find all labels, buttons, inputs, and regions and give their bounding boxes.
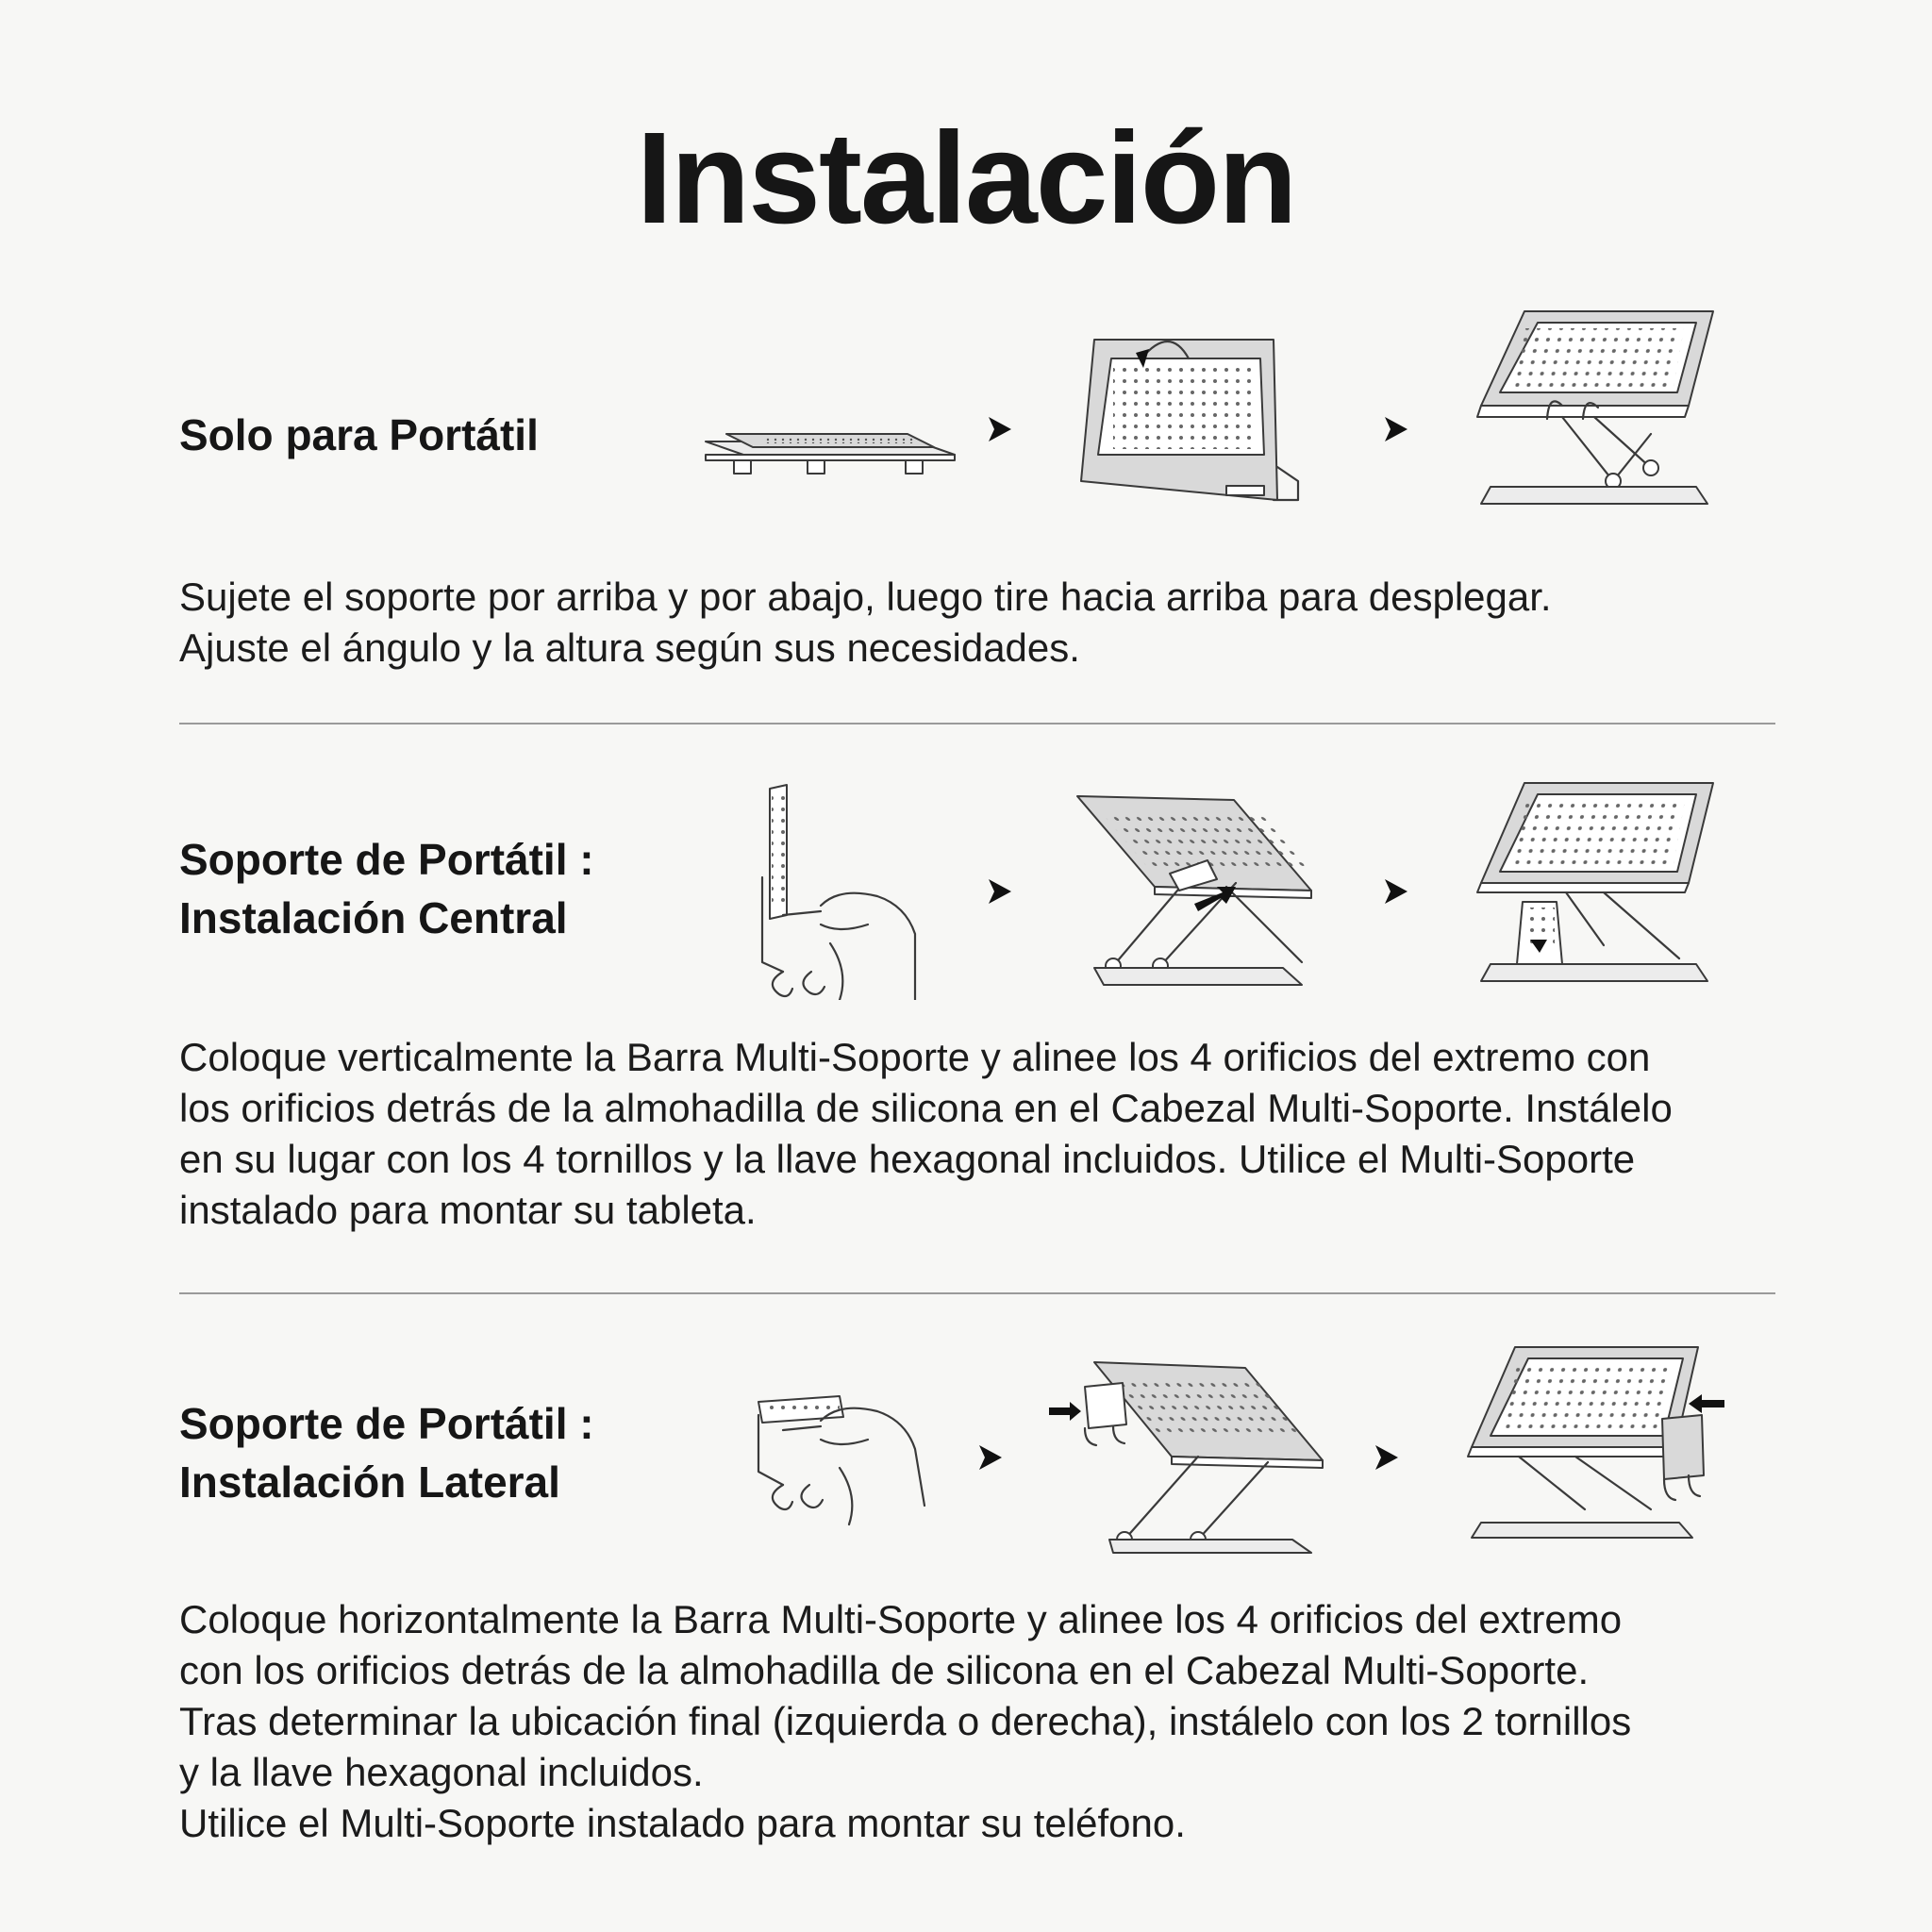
body-line: en su lugar con los 4 tornillos y la llave hexagonal incluidos. Utilice el Multi-Soporte: [179, 1137, 1636, 1181]
section-heading: [179, 830, 708, 947]
section-body: [179, 1594, 1783, 1849]
section-divider: [179, 723, 1775, 724]
arrow-right-icon: [1383, 415, 1409, 443]
heading-line: Instalación Central: [179, 893, 568, 942]
heading-line: Soporte de Portátil :: [179, 835, 594, 884]
heading-line: Soporte de Portátil :: [179, 1399, 594, 1448]
body-line: Ajuste el ángulo y la altura según sus necesidades.: [179, 625, 1080, 670]
body-line: con los orificios detrás de la almohadilla de silicona en el Cabezal Multi-Soporte.: [179, 1648, 1590, 1692]
heading-line: Instalación Lateral: [179, 1457, 560, 1507]
body-line: Tras determinar la ubicación final (izquierda o derecha), instálelo con los 2 tornillos: [179, 1699, 1632, 1743]
arrow-right-icon: [1374, 1443, 1400, 1472]
page-title: Instalación: [636, 106, 1296, 251]
arrow-right-icon: [987, 415, 1013, 443]
arrow-right-icon: [977, 1443, 1004, 1472]
vertical-bar-screw-icon: [745, 783, 934, 1000]
body-line: y la llave hexagonal incluidos.: [179, 1750, 704, 1794]
lifting-stand-icon: [1075, 321, 1311, 509]
heading-line: Solo para Portátil: [179, 410, 539, 459]
raised-stand-icon: [1472, 302, 1726, 519]
stand-central-mount-icon: [1075, 792, 1321, 991]
folded-stand-icon: [698, 415, 962, 481]
body-line: Coloque horizontalmente la Barra Multi-Soporte y alinee los 4 orificios del extremo: [179, 1597, 1623, 1641]
body-line: instalado para montar su tableta.: [179, 1188, 757, 1232]
arrow-right-icon: [987, 877, 1013, 906]
body-line: Coloque verticalmente la Barra Multi-Soporte y alinee los 4 orificios del extremo con: [179, 1035, 1651, 1079]
stand-side-mount-icon: [1047, 1358, 1330, 1557]
section-heading: [179, 1394, 708, 1511]
section-divider: [179, 1292, 1775, 1294]
body-line: Utilice el Multi-Soporte instalado para montar su teléfono.: [179, 1801, 1186, 1845]
section-heading: [179, 406, 708, 464]
arrow-right-icon: [1383, 877, 1409, 906]
section-body: [179, 572, 1783, 674]
stand-tablet-holder-icon: [1472, 779, 1726, 991]
horizontal-bar-screw-icon: [745, 1358, 934, 1528]
body-line: los orificios detrás de la almohadilla de silicona en el Cabezal Multi-Soporte. Instálelo: [179, 1086, 1673, 1130]
body-line: Sujete el soporte por arriba y por abajo, luego tire hacia arriba para desplegar.: [179, 575, 1552, 619]
stand-phone-holder-icon: [1462, 1343, 1726, 1551]
section-body: [179, 1032, 1783, 1236]
